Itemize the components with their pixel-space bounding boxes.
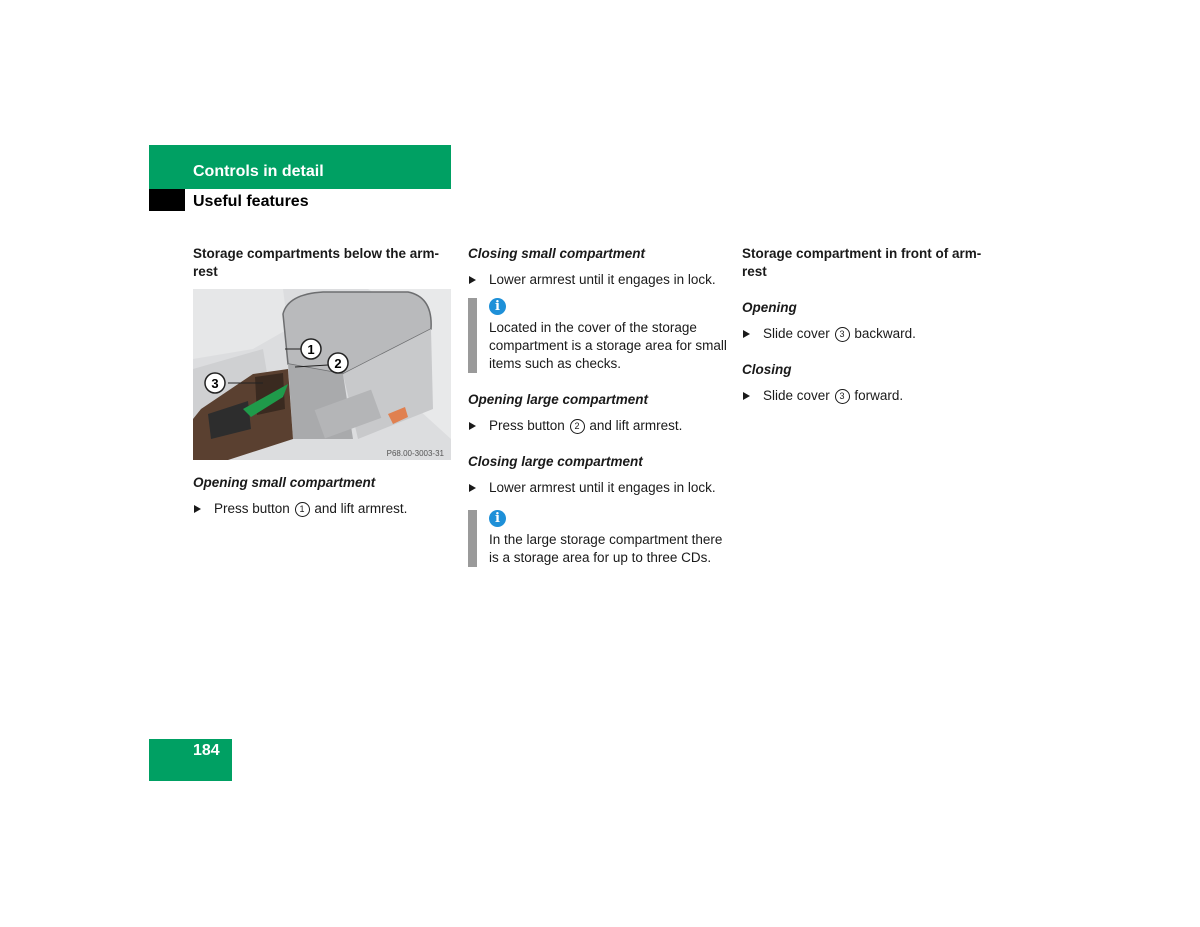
number-3-icon: 3 [835,327,850,342]
opening-step: Slide cover 3 backward. [742,325,1002,343]
closing-small-heading: Closing small compartment [468,246,646,261]
info-icon: i [489,298,506,315]
bullet-arrow-icon [743,392,750,400]
opening-small-step: Press button 1 and lift armrest. [193,500,455,518]
note-bar [468,510,477,567]
info-note-2 [468,510,730,567]
bullet-arrow-icon [469,422,476,430]
column-1 [193,245,455,518]
opening-large-heading: Opening large compartment [468,392,649,407]
figure-code: P68.00-3003-31 [386,449,444,458]
callout-2-label: 2 [334,356,342,371]
callout-3-label: 3 [211,376,219,391]
note-2-text: In the large storage compartment there is a storage area for up to three CDs. [489,532,723,565]
storage-below-armrest-heading: Storage compartments below the arm-rest [193,246,440,279]
page-number: 184 [193,742,220,759]
note-1-text: Located in the cover of the storage compartment is a storage area for small items such as checks. [489,320,727,371]
bullet-arrow-icon [469,276,476,284]
column-3 [742,245,1002,405]
armrest-illustration [193,289,451,460]
section-marker [149,189,185,211]
number-3-icon: 3 [835,389,850,404]
closing-heading: Closing [742,362,792,377]
info-icon: i [489,510,506,527]
section-title: Controls in detail [193,163,324,180]
note-bar [468,298,477,373]
closing-small-step: Lower armrest until it engages in lock. [468,271,730,289]
number-2-icon: 2 [570,419,585,434]
column-2 [468,245,730,567]
armrest-figure [193,289,451,460]
bullet-arrow-icon [194,505,201,513]
storage-front-armrest-heading: Storage compartment in front of arm-rest [742,246,982,279]
closing-large-heading: Closing large compartment [468,454,643,469]
opening-heading: Opening [742,300,797,315]
info-note-1 [468,298,730,373]
number-1-icon: 1 [295,502,310,517]
bullet-arrow-icon [469,484,476,492]
closing-large-step: Lower armrest until it engages in lock. [468,479,730,497]
closing-step: Slide cover 3 forward. [742,387,1002,405]
bullet-arrow-icon [743,330,750,338]
opening-large-step: Press button 2 and lift armrest. [468,417,730,435]
subsection-title: Useful features [193,193,309,210]
opening-small-heading: Opening small compartment [193,475,376,490]
callout-1-label: 1 [307,342,315,357]
